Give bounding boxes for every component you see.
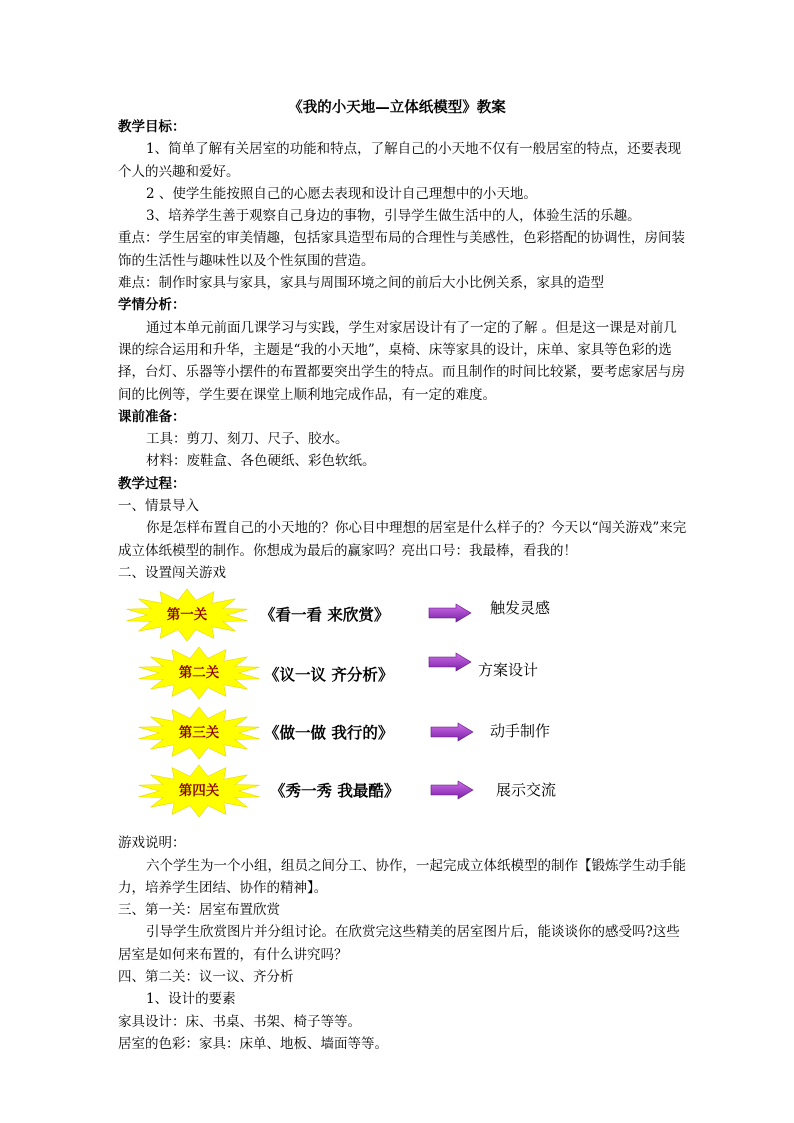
key-points: 重点：学生居室的审美情趣，包括家具造型布局的合理性与美感性，色彩搭配的协调性，房间装饰的生活性与趣味性以及个性氛围的营造。 (118, 230, 685, 269)
stage-2-title: 《议一议 齐分析》 (264, 665, 394, 685)
document-body (118, 116, 688, 1055)
room-colors: 居室的色彩：家具：床单、地板、墙面等等。 (118, 1035, 388, 1052)
analysis-text: 通过本单元前面几课学习与实践，学生对家居设计有了一定的了解 。但是这一课是对前几课的综合运用和升华，主题是“我的小天地”，桌椅、床等家具的设计，床单、家具等色彩的选择，台灯、乐器等小摆件的布置都要突出学生的特点。而且制作的时间比较紧，要考虑家居与房间的比例等，学生要在课堂上顺利地完成作品，有一定的难度。 (118, 319, 685, 403)
stage-2-badge (136, 646, 262, 700)
stage-2-badge-label: 第二关 (178, 665, 220, 682)
stage-4-badge-label: 第四关 (178, 783, 220, 800)
objective-item-1: 1、简单了解有关居室的功能和特点，了解自己的小天地不仅有一般居室的特点，还要表现个人的兴趣和爱好。 (118, 141, 682, 180)
stage-3-badge (136, 706, 262, 760)
preparation-materials: 材料：废鞋盒、各色硬纸、彩色软纸。 (146, 453, 376, 470)
game-note-text: 六个学生为一个小组，组员之间分工、协作，一起完成立体纸模型的制作【锻炼学生动手能力，培养学生团结、协作的精神】。 (118, 857, 686, 896)
stage-1 (118, 588, 688, 646)
stage-3-badge-label: 第三关 (178, 725, 220, 742)
section-4-title: 四、第二关：议一议、齐分析 (118, 969, 294, 986)
section-1-text: 你是怎样布置自己的小天地的？你心目中理想的居室是什么样子的？今天以“闯关游戏”来完成立体纸模型的制作。你想成为最后的赢家吗？亮出口号：我最棒，看我的！ (118, 520, 687, 559)
document-title: 《我的小天地—立体纸模型》教案 (288, 100, 506, 116)
preparation-heading: 课前准备： (118, 408, 186, 425)
objectives-heading: 教学目标： (118, 119, 186, 135)
game-note-title: 游戏说明： (118, 835, 186, 852)
stage-2 (118, 646, 688, 704)
difficulty: 难点：制作时家具与家具，家具与周围环境之间的前后大小比例关系，家具的造型 (118, 275, 604, 292)
stage-4-title: 《秀一秀 我最酷》 (270, 781, 400, 801)
section-1-title: 一、情景导入 (118, 498, 199, 515)
stage-1-badge (124, 588, 250, 642)
arrow-right-icon (430, 780, 474, 800)
objective-item-2: 2 、使学生能按照自己的心愿去表现和设计自己理想中的小天地。 (146, 185, 537, 202)
stage-3 (118, 706, 688, 764)
furniture-design: 家具设计：床、书桌、书架、椅子等等。 (118, 1013, 361, 1030)
game-stages (118, 584, 688, 826)
stage-4 (118, 762, 688, 820)
stage-4-badge (136, 764, 262, 818)
section-3-title: 三、第一关：居室布置欣赏 (118, 902, 280, 919)
stage-3-result: 动手制作 (490, 722, 551, 741)
objective-item-3: 3、培养学生善于观察自己身边的事物，引导学生做生活中的人，体验生活的乐趣。 (146, 208, 641, 225)
analysis-heading: 学情分析： (118, 297, 186, 314)
section-2-title: 二、设置闯关游戏 (118, 564, 226, 581)
arrow-right-icon (428, 652, 472, 672)
stage-3-title: 《做一做 我行的》 (264, 723, 394, 743)
section-3-text: 引导学生欣赏图片并分组讨论。在欣赏完这些精美的居室图片后，能谈谈你的感受吗?这些居室是如何来布置的，有什么讲究吗？ (118, 924, 680, 963)
stage-1-result: 触发灵感 (490, 599, 551, 618)
arrow-right-icon (430, 722, 474, 742)
stage-4-result: 展示交流 (496, 781, 557, 800)
stage-1-title: 《看一看 来欣赏》 (260, 605, 390, 625)
arrow-right-icon (428, 603, 472, 623)
preparation-tools: 工具：剪刀、刻刀、尺子、胶水。 (146, 431, 349, 448)
stage-1-badge-label: 第一关 (166, 607, 208, 624)
process-heading: 教学过程： (118, 475, 186, 492)
section-4-subtitle: 1、设计的要素 (146, 991, 236, 1008)
stage-2-result: 方案设计 (478, 661, 539, 680)
